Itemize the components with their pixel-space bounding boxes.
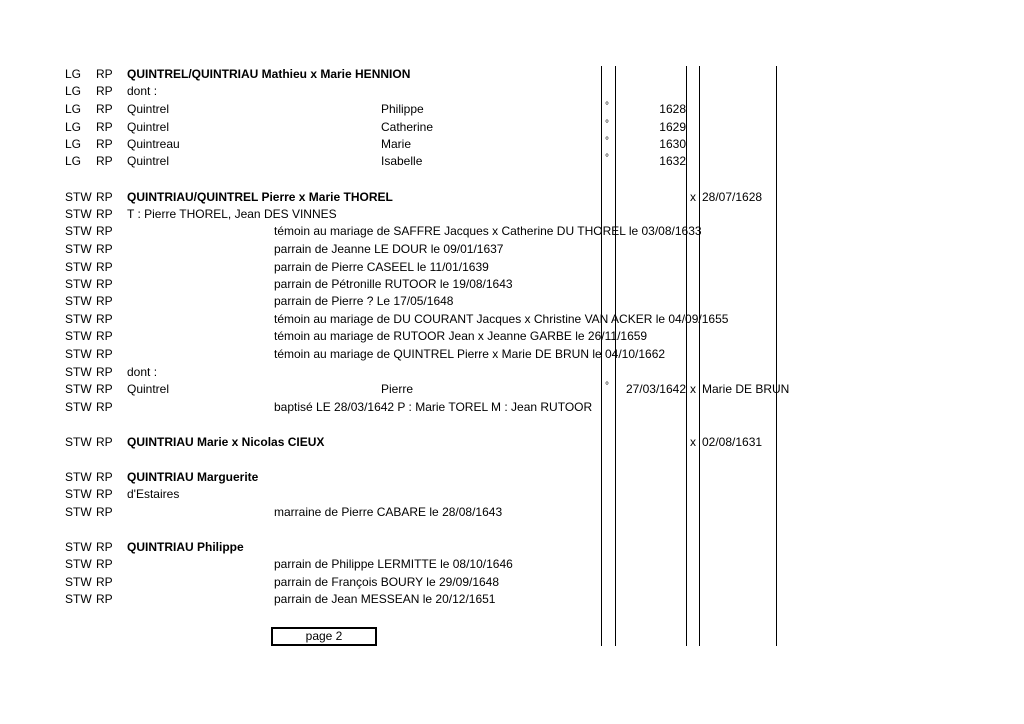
place-code: STW — [65, 312, 92, 326]
birth-mark: ° — [605, 153, 609, 164]
source-code: RP — [96, 260, 113, 274]
table-row — [0, 311, 1024, 328]
place-code: STW — [65, 382, 92, 396]
event-text: parrain de Pétronille RUTOOR le 19/08/1643 — [274, 277, 513, 291]
page-number-label: page 2 — [305, 629, 343, 643]
table-row — [0, 381, 1024, 398]
place-code: STW — [65, 435, 92, 449]
table-row — [0, 434, 1024, 451]
source-code: RP — [96, 154, 113, 168]
event-text: témoin au mariage de QUINTREL Pierre x Marie DE BRUN le 04/10/1662 — [274, 347, 666, 361]
first-name: Philippe — [381, 102, 424, 116]
table-row — [0, 119, 1024, 136]
event-text: parrain de Pierre ? Le 17/05/1648 — [274, 294, 454, 308]
place-code: LG — [65, 84, 82, 98]
entry-name: QUINTRIAU Marguerite — [127, 470, 259, 484]
source-code: RP — [96, 84, 113, 98]
table-row — [0, 189, 1024, 206]
place-code: LG — [65, 137, 82, 151]
year-value: 1628 — [659, 102, 686, 116]
table-row — [0, 206, 1024, 223]
event-text: témoin au mariage de RUTOOR Jean x Jeanne GARBE le 26/11/1659 — [274, 329, 648, 343]
table-row — [0, 66, 1024, 83]
source-code: RP — [96, 207, 113, 221]
table-row — [0, 223, 1024, 240]
table-row — [0, 486, 1024, 503]
place-code: LG — [65, 102, 82, 116]
place-code: STW — [65, 224, 92, 238]
place-code: LG — [65, 67, 82, 81]
source-code: RP — [96, 242, 113, 256]
first-name: Catherine — [381, 120, 434, 134]
source-code: RP — [96, 435, 113, 449]
entry-name: QUINTRIAU/QUINTREL Pierre x Marie THOREL — [127, 190, 393, 204]
source-code: RP — [96, 67, 113, 81]
entry-name: QUINTREL/QUINTRIAU Mathieu x Marie HENNION — [127, 67, 411, 81]
place-code: STW — [65, 207, 92, 221]
event-text: baptisé LE 28/03/1642 P : Marie TOREL M : Jean RUTOOR — [274, 400, 593, 414]
table-row — [0, 574, 1024, 591]
place-code: STW — [65, 540, 92, 554]
source-code: RP — [96, 365, 113, 379]
table-row — [0, 153, 1024, 170]
event-text: parrain de Jeanne LE DOUR le 09/01/1637 — [274, 242, 504, 256]
event-text: parrain de Philippe LERMITTE le 08/10/1646 — [274, 557, 513, 571]
year-value: 1630 — [659, 137, 686, 151]
first-name: Isabelle — [381, 154, 423, 168]
place-code: STW — [65, 365, 92, 379]
table-row — [0, 346, 1024, 363]
entry-name: Quintrel — [127, 154, 170, 168]
event-text: témoin au mariage de DU COURANT Jacques x Christine VAN ACKER le 04/09/1655 — [274, 312, 729, 326]
place-code: STW — [65, 260, 92, 274]
source-code: RP — [96, 137, 113, 151]
event-text: parrain de François BOURY le 29/09/1648 — [274, 575, 500, 589]
source-code: RP — [96, 487, 113, 501]
place-code: STW — [65, 329, 92, 343]
table-row — [0, 241, 1024, 258]
source-code: RP — [96, 120, 113, 134]
entry-name: Quintrel — [127, 382, 170, 396]
marriage-mark: x — [690, 190, 696, 204]
first-name: Pierre — [381, 382, 414, 396]
place-code: STW — [65, 557, 92, 571]
marriage-mark: x — [690, 382, 696, 396]
birth-mark: ° — [605, 381, 609, 392]
source-code: RP — [96, 294, 113, 308]
entry-name: T : Pierre THOREL, Jean DES VINNES — [127, 207, 337, 221]
marriage-info: 02/08/1631 — [702, 435, 763, 449]
marriage-info: Marie DE BRUN — [702, 382, 790, 396]
entry-name: Quintrel — [127, 102, 170, 116]
entry-name: Quintrel — [127, 120, 170, 134]
event-text: parrain de Pierre CASEEL le 11/01/1639 — [274, 260, 489, 274]
source-code: RP — [96, 575, 113, 589]
source-code: RP — [96, 102, 113, 116]
entry-name: QUINTRIAU Philippe — [127, 540, 244, 554]
place-code: STW — [65, 242, 92, 256]
place-code: STW — [65, 277, 92, 291]
entry-name: dont : — [127, 84, 158, 98]
source-code: RP — [96, 382, 113, 396]
source-code: RP — [96, 540, 113, 554]
place-code: STW — [65, 487, 92, 501]
source-code: RP — [96, 277, 113, 291]
entry-name: d'Estaires — [127, 487, 180, 501]
place-code: STW — [65, 592, 92, 606]
birth-mark: ° — [605, 119, 609, 130]
place-code: STW — [65, 470, 92, 484]
marriage-info: 28/07/1628 — [702, 190, 763, 204]
source-code: RP — [96, 592, 113, 606]
source-code: RP — [96, 224, 113, 238]
place-code: STW — [65, 505, 92, 519]
source-code: RP — [96, 312, 113, 326]
year-value: 27/03/1642 — [625, 382, 686, 396]
table-row — [0, 556, 1024, 573]
place-code: STW — [65, 575, 92, 589]
table-row — [0, 101, 1024, 118]
year-value: 1629 — [659, 120, 686, 134]
table-row — [0, 364, 1024, 381]
birth-mark: ° — [605, 101, 609, 112]
place-code: LG — [65, 120, 82, 134]
table-row — [0, 83, 1024, 100]
marriage-mark: x — [690, 435, 696, 449]
place-code: LG — [65, 154, 82, 168]
table-row — [0, 399, 1024, 416]
table-row — [0, 504, 1024, 521]
event-text: témoin au mariage de SAFFRE Jacques x Catherine DU THOREL le 03/08/1633 — [274, 224, 702, 238]
place-code: STW — [65, 400, 92, 414]
entry-name: Quintreau — [127, 137, 180, 151]
source-code: RP — [96, 505, 113, 519]
place-code: STW — [65, 190, 92, 204]
event-text: parrain de Jean MESSEAN le 20/12/1651 — [274, 592, 496, 606]
table-row — [0, 276, 1024, 293]
first-name: Marie — [381, 137, 412, 151]
entry-name: QUINTRIAU Marie x Nicolas CIEUX — [127, 435, 325, 449]
table-row — [0, 293, 1024, 310]
table-row — [0, 469, 1024, 486]
event-text: marraine de Pierre CABARE le 28/08/1643 — [274, 505, 503, 519]
page-number-box — [271, 627, 377, 646]
table-row — [0, 591, 1024, 608]
birth-mark: ° — [605, 136, 609, 147]
source-code: RP — [96, 329, 113, 343]
table-row — [0, 259, 1024, 276]
source-code: RP — [96, 400, 113, 414]
year-value: 1632 — [659, 154, 686, 168]
source-code: RP — [96, 347, 113, 361]
table-row — [0, 328, 1024, 345]
table-row — [0, 136, 1024, 153]
source-code: RP — [96, 190, 113, 204]
place-code: STW — [65, 347, 92, 361]
source-code: RP — [96, 470, 113, 484]
table-row — [0, 539, 1024, 556]
source-code: RP — [96, 557, 113, 571]
entry-name: dont : — [127, 365, 158, 379]
place-code: STW — [65, 294, 92, 308]
